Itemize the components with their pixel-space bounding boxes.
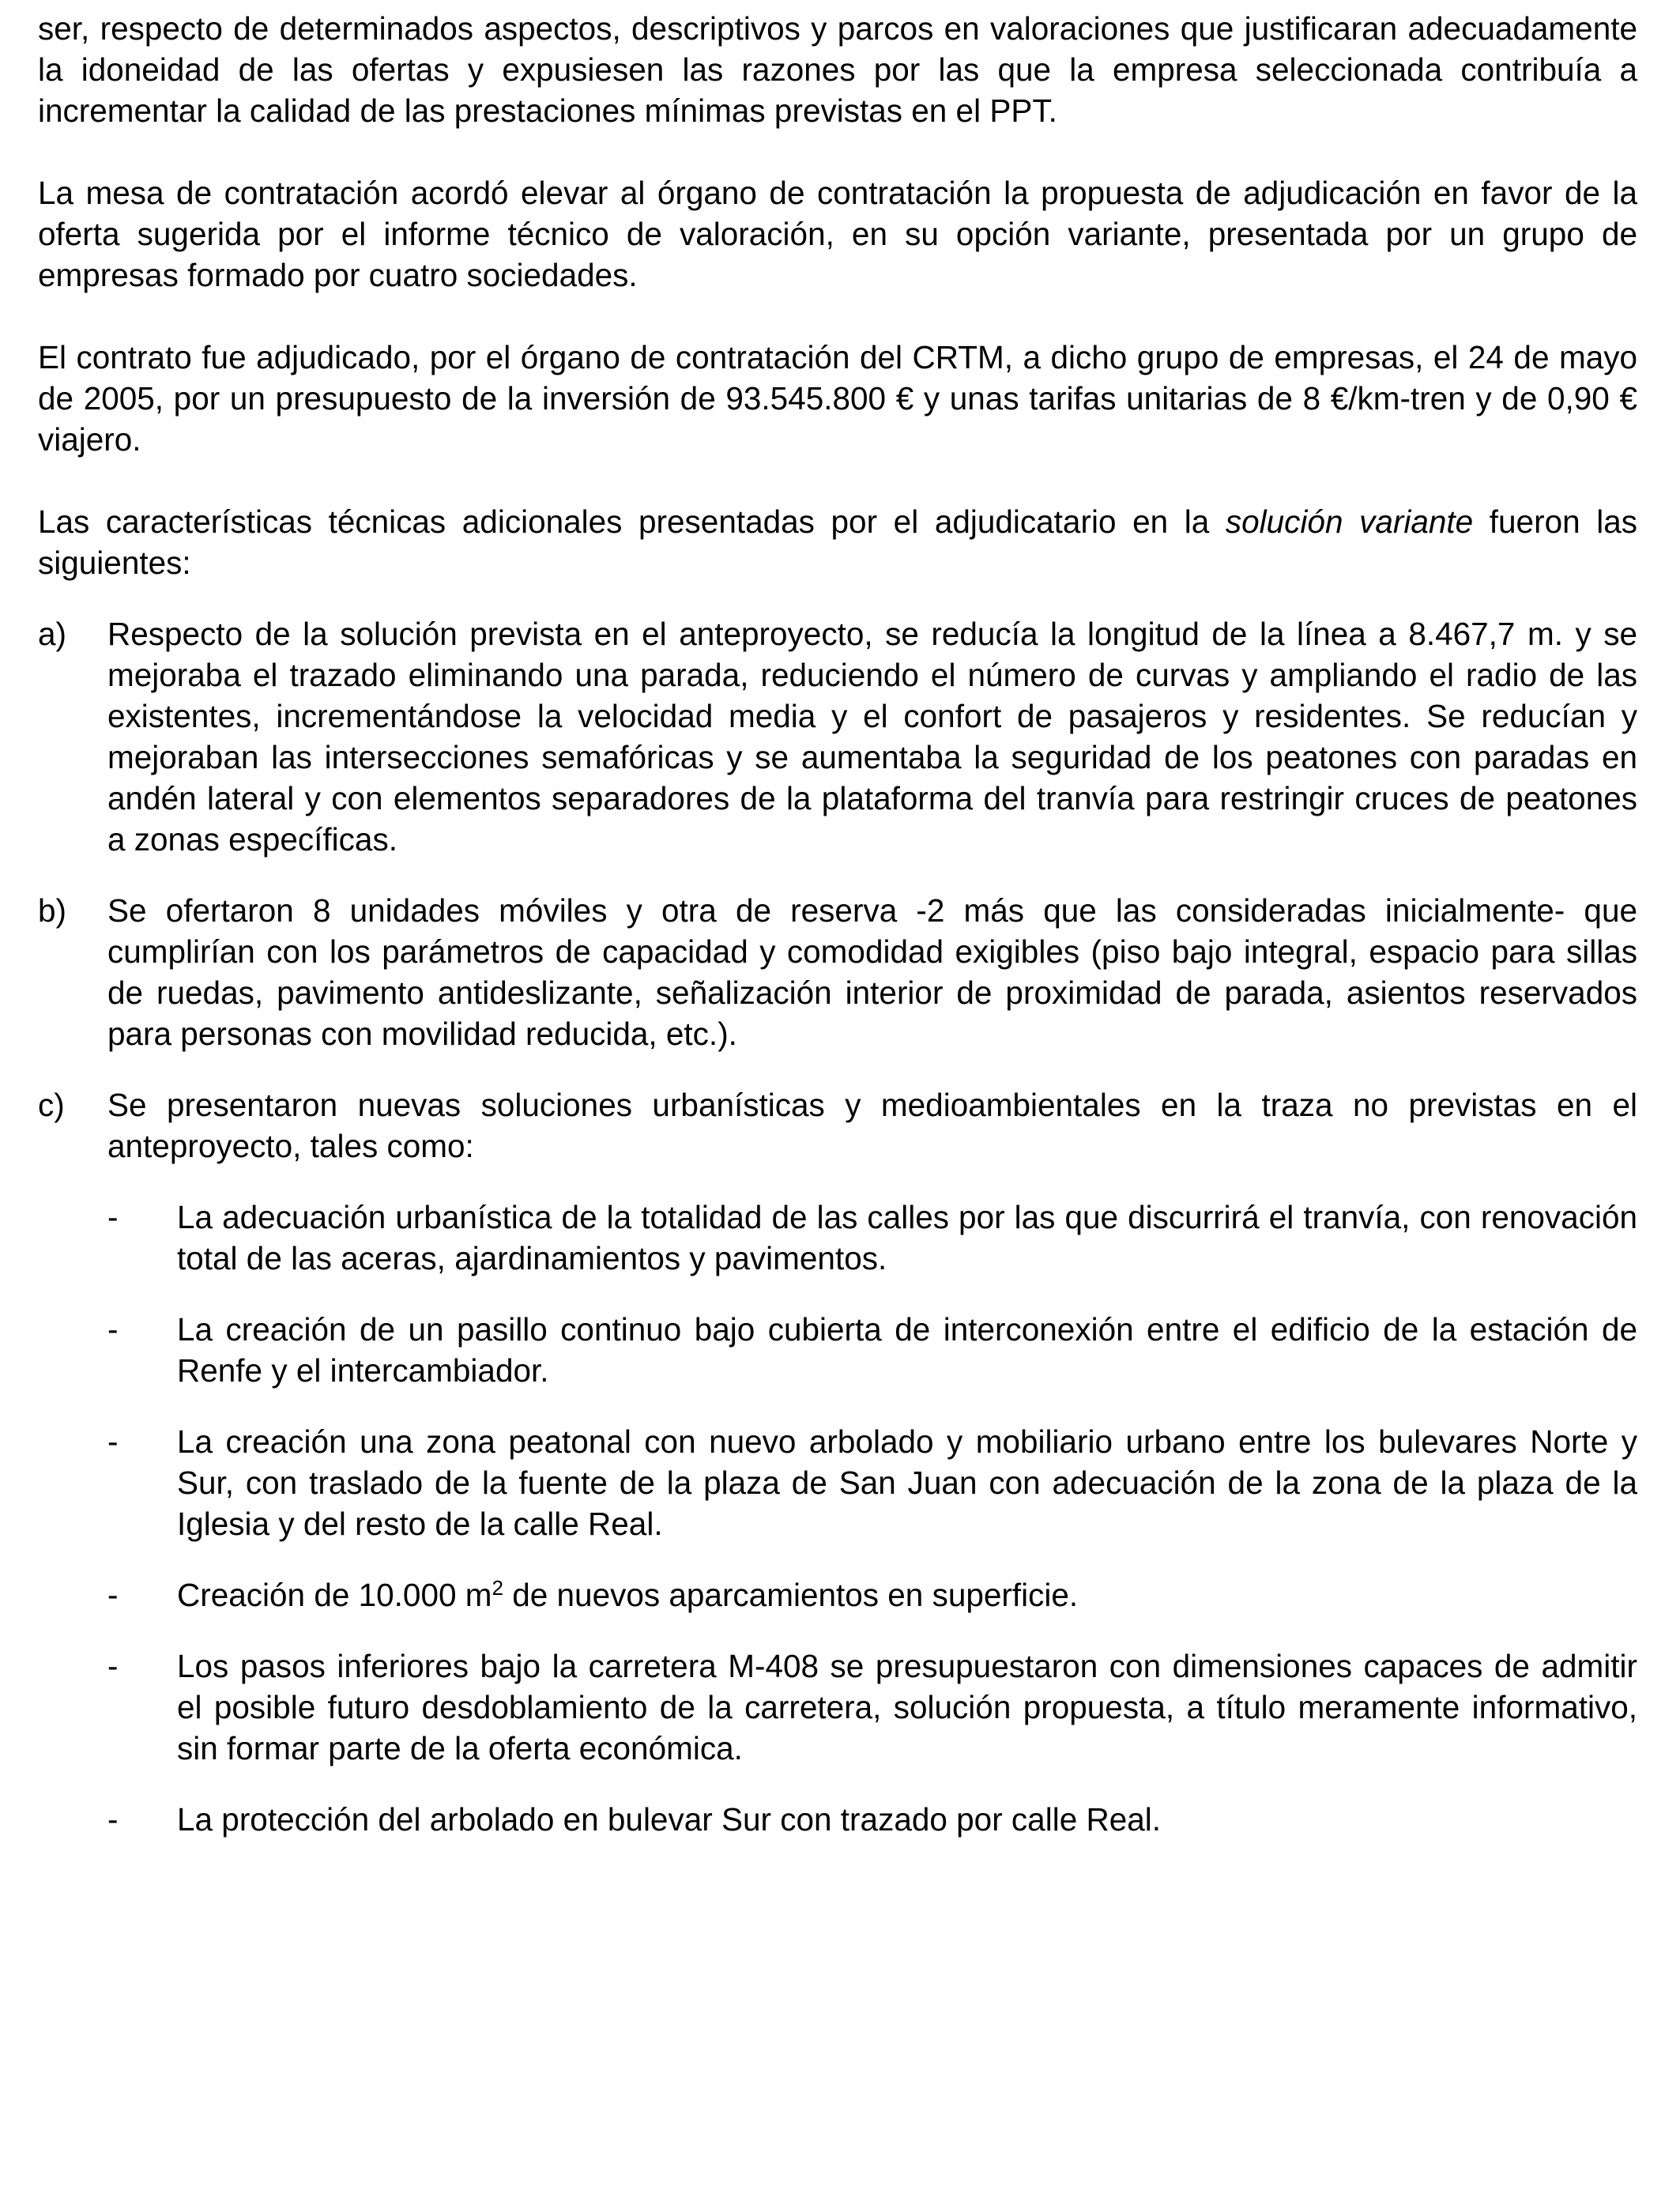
list-item-b	[38, 890, 1637, 1054]
list-item-text-container	[107, 1084, 1637, 1840]
sublist-text-after: de nuevos aparcamientos en superficie.	[503, 1577, 1079, 1613]
paragraph-4-text-after: fueron las siguientes:	[38, 503, 1637, 581]
list-item-text: Respecto de la solución prevista en el anteproyecto, se reducía la longitud de la línea a 8.467,7 m. y se mejoraba el trazado eliminando una parada, reduciendo el número de curvas y ampliando el radio de las existentes, incrementándose la velocidad media y el confort de pasajeros y residentes. Se reducían y mejoraban las intersecciones semafóricas y se aumentaba la seguridad de los peatones con paradas en andén lateral y con elementos separadores de la plataforma del tranvía para restringir cruces de peatones a zonas específicas.	[107, 616, 1637, 858]
sublist-text-before: Creación de 10.000 m	[177, 1577, 492, 1613]
paragraph-2: La mesa de contratación acordó elevar al órgano de contratación la propuesta de adjudicación en favor de la oferta sugerida por el informe técnico de valoración, en su opción variante, presentada por un grupo de empresas formado por cuatro sociedades.	[38, 175, 1637, 293]
sublist-item-text: La creación de un pasillo continuo bajo cubierta de interconexión entre el edificio de la estación de Renfe y el intercambiador.	[177, 1311, 1637, 1389]
dash-marker: -	[107, 1423, 119, 1460]
list-marker: c)	[38, 1087, 65, 1123]
dash-marker: -	[107, 1311, 119, 1348]
sublist-item-text: La protección del arbolado en bulevar Sur con trazado por calle Real.	[177, 1801, 1162, 1838]
sublist-item-text: Los pasos inferiores bajo la carretera M-408 se presupuestaron con dimensiones capaces de admitir el posible futuro desdoblamiento de la carretera, solución propuesta, a título meramente informativo, sin formar parte de la oferta económica.	[177, 1648, 1637, 1766]
list-item-a	[38, 613, 1637, 860]
sublist-item-text: La adecuación urbanística de la totalidad de las calles por las que discurrirá el tranvía, con renovación total de las aceras, ajardinamientos y pavimentos.	[177, 1199, 1637, 1276]
paragraph-4	[38, 501, 1637, 583]
list-item-c	[38, 1084, 1637, 1840]
superscript: 2	[492, 1576, 503, 1600]
dash-sublist	[107, 1197, 1637, 1840]
paragraph-4-italic: solución variante	[1225, 503, 1474, 540]
sublist-item	[107, 1799, 1637, 1840]
sublist-item-text	[177, 1574, 1637, 1615]
paragraph-3: El contrato fue adjudicado, por el órgano de contratación del CRTM, a dicho grupo de empresas, el 24 de mayo de 2005, por un presupuesto de la inversión de 93.545.800 € y unas tarifas unitarias de 8 €/km-tren y de 0,90 € viajero.	[38, 339, 1637, 458]
list-item-text: Se ofertaron 8 unidades móviles y otra de reserva -2 más que las consideradas inicialmente- que cumplirían con los parámetros de capacidad y comodidad exigibles (piso bajo integral, espacio para sillas de ruedas, pavimento antideslizante, señalización interior de proximidad de parada, asientos reservados para personas con movilidad reducida, etc.).	[107, 892, 1637, 1052]
dash-marker: -	[107, 1801, 119, 1838]
sublist-item	[107, 1574, 1637, 1615]
document-page	[38, 8, 1637, 1870]
paragraph-1: ser, respecto de determinados aspectos, descriptivos y parcos en valoraciones que justificaran adecuadamente la idoneidad de las ofertas y expusiesen las razones por las que la empresa seleccionada contribuía a incrementar la calidad de las prestaciones mínimas previstas en el PPT.	[38, 10, 1637, 129]
list-marker: b)	[38, 892, 67, 929]
list-marker: a)	[38, 616, 67, 652]
sublist-item	[107, 1646, 1637, 1769]
lettered-list	[38, 613, 1637, 1840]
sublist-item	[107, 1309, 1637, 1391]
dash-marker: -	[107, 1648, 119, 1684]
sublist-item	[107, 1421, 1637, 1544]
dash-marker: -	[107, 1199, 119, 1235]
paragraph-4-text-before: Las características técnicas adicionales presentadas por el adjudicatario en la	[38, 503, 1226, 540]
sublist-item-text: La creación una zona peatonal con nuevo arbolado y mobiliario urbano entre los bulevares Norte y Sur, con traslado de la fuente de la plaza de San Juan con adecuación de la zona de la plaza de la Iglesia y del resto de la calle Real.	[177, 1423, 1637, 1542]
dash-marker: -	[107, 1577, 119, 1613]
sublist-item	[107, 1197, 1637, 1279]
list-item-text: Se presentaron nuevas soluciones urbanísticas y medioambientales en la traza no previstas en el anteproyecto, tales como:	[107, 1087, 1637, 1164]
